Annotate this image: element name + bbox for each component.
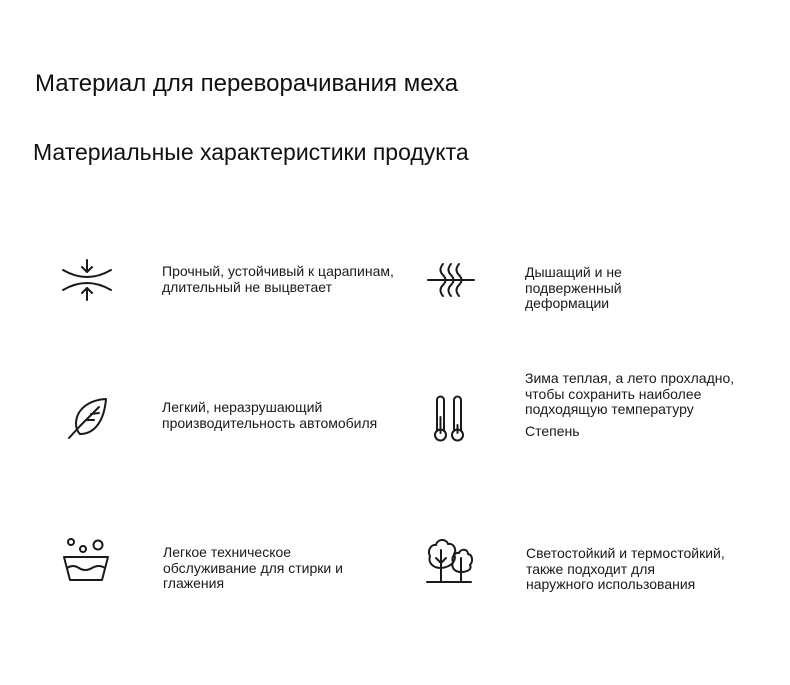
feature-1-text (162, 264, 394, 295)
feature-3-line-1: Легкий, неразрушающий (162, 399, 323, 415)
feature-3-text (162, 400, 377, 431)
feature-4-line-3: подходящую температуру (525, 401, 694, 417)
feature-6-line-3: наружного использования (526, 576, 696, 592)
breathable-waves-icon (426, 262, 476, 298)
feature-6-text (526, 546, 725, 593)
trees-icon (424, 536, 474, 584)
feature-6-line-2: также подходит для (526, 560, 655, 577)
feature-2-line-2: подверженный (525, 279, 622, 296)
feature-3-line-2: производительность автомобиля (162, 414, 378, 431)
feature-5-line-3: глажения (163, 575, 225, 591)
feature-6-line-1: Светостойкий и термостойкий, (526, 545, 725, 561)
feature-4-line-2: чтобы сохранить наиболее (525, 385, 702, 402)
feature-2-line-1: Дышащий и не (525, 264, 622, 280)
washing-basin-icon (60, 537, 112, 583)
feature-4-line-1: Зима теплая, а лето прохладно, (525, 370, 735, 386)
leaf-icon (66, 396, 110, 440)
compression-arrows-icon (60, 258, 114, 302)
feature-5-text (163, 545, 343, 592)
feature-5-line-2: обслуживание для стирки и (163, 559, 343, 576)
feature-4-extra: Степень (525, 422, 580, 439)
feature-2-line-3: деформации (525, 295, 610, 311)
feature-2-text (525, 265, 622, 312)
page-subtitle: Материальные характеристики продукта (33, 139, 469, 165)
page-title: Материал для переворачивания меха (35, 70, 459, 97)
feature-4-text (525, 371, 734, 439)
feature-1-line-1: Прочный, устойчивый к царапинам, (162, 263, 394, 279)
thermometers-icon (432, 395, 466, 443)
feature-1-line-2: длительный не выцветает (162, 278, 333, 295)
feature-5-line-1: Легкое техническое (163, 544, 292, 560)
